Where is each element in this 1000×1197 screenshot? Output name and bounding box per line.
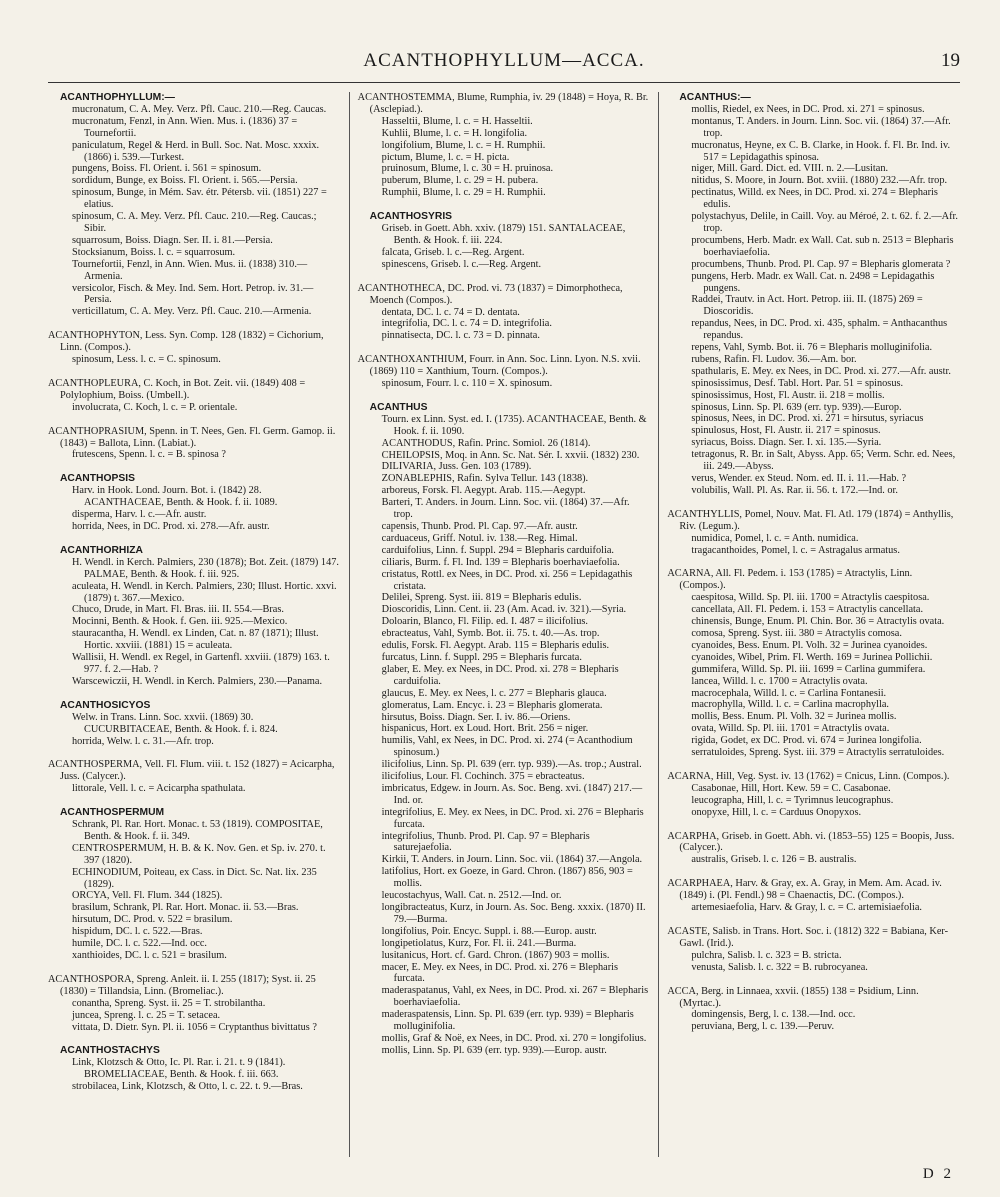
entry-line: tragacanthoides, Pomel, l. c. = Astragalus armatus. (691, 544, 900, 556)
entry-line: spinescens, Griseb. l. c.—Reg. Argent. (381, 258, 542, 270)
column-middle (349, 92, 659, 1157)
entry-line: repandus, Nees, in DC. Prod. xi. 435, sphalm. = Anthacanthus repandus. (691, 318, 948, 342)
entry-line: versicolor, Fisch. & Mey. Ind. Sem. Hort. Petrop. iv. 31.—Persia. (72, 282, 314, 306)
entry-line: cyanoides, Bess. Enum. Pl. Volh. 32 = Jurinea cyanoides. (691, 639, 928, 651)
header-rule (48, 82, 960, 83)
entry-line: tetragonus, R. Br. in Salt, Abyss. App. 65; Verm. Schr. ed. Nees, iii. 249.—Abyss. (691, 449, 956, 473)
entry-line: syriacus, Boiss. Diagn. Ser. I. xi. 135.—Syria. (691, 437, 882, 449)
entry-line: capensis, Thunb. Prod. Pl. Cap. 97.—Afr. austr. (381, 521, 578, 532)
dictionary-entry (48, 426, 341, 462)
entry-line: pulchra, Salisb. l. c. 323 = B. stricta. (691, 949, 842, 961)
entry-line: Tournefortii, Fenzl, in Ann. Wien. Mus. ii. (1838) 310.—Armenia. (72, 258, 308, 282)
entry-line: Stocksianum, Boiss. l. c. = squarrosum. (72, 246, 236, 258)
entry-lead-line: ACANTHOSTEMMA, Blume, Rumphia, iv. 29 (1848) = Hoya, R. Br. (Asclepiad.). (357, 92, 649, 115)
entry-line: volubilis, Wall. Pl. As. Rar. ii. 56. t. 172.—Ind. or. (691, 484, 898, 496)
entry-line: pictum, Blume, l. c. = H. picta. (381, 151, 510, 163)
entry-line: ebracteatus, Vahl, Symb. Bot. ii. 75. t. 40.—As. trop. (381, 628, 600, 640)
entry-line: repens, Vahl, Symb. Bot. ii. 76 = Blepharis molluginifolia. (691, 342, 933, 354)
entry-line: verus, Wender. ex Steud. Nom. ed. II. i. 11.—Hab. ? (691, 473, 907, 484)
entry-line: maderaspatensis, Linn. Sp. Pl. 639 (err. typ. 939) = Blepharis molluginifolia. (381, 1009, 634, 1033)
entry-line: cancellata, All. Fl. Pedem. i. 153 = Atractylis cancellata. (691, 604, 924, 616)
entry-line: onopyxe, Hill, l. c. = Carduus Onopyxos. (691, 806, 862, 818)
entry-line: ovata, Willd. Sp. Pl. iii. 1701 = Atractylis ovata. (691, 723, 890, 735)
entry-line: pinnatisecta, DC. l. c. 73 = D. pinnata. (381, 330, 540, 342)
entry-line: pungens, Herb. Madr. ex Wall. Cat. n. 2498 = Lepidagathis pungens. (691, 270, 935, 294)
entry-line: spathularis, E. Mey. ex Nees, in DC. Prod. xi. 277.—Afr. austr. (691, 365, 951, 377)
entry-line: mucronatum, Fenzl, in Ann. Wien. Mus. i. (1836) 37 = Tournefortii. (72, 115, 298, 139)
entry-line: Link, Klotzsch & Otto, Ic. Pl. Rar. i. 21. t. 9 (1841). BROMELIACEAE, Benth. & Hook. f. iii. 663. (72, 1057, 286, 1081)
entry-line: Casabonae, Hill, Hort. Kew. 59 = C. Casabonae. (691, 782, 891, 794)
entry-line: juncea, Spreng. l. c. 25 = T. setacea. (72, 1009, 221, 1021)
entry-line: vittata, D. Dietr. Syn. Pl. ii. 1056 = Cryptanthus bivittatus ? (72, 1021, 317, 1033)
entry-line: dentata, DC. l. c. 74 = D. dentata. (381, 306, 520, 318)
dictionary-entry (48, 974, 341, 1034)
entry-lead-line: ACANTHOPRASIUM, Spenn. in T. Nees, Gen. Fl. Germ. Gamop. ii. (1843) = Ballota, Linn. (Labiat.). (48, 425, 336, 449)
entry-line: longipetiolatus, Kurz, For. Fl. ii. 241.—Burma. (381, 937, 577, 949)
genus-heading: ACANTHOSYRIS (369, 211, 453, 223)
entry-line: Wallisii, H. Wendl. ex Regel, in Gartenfl. xxviii. (1879) 163. t. 977. f. 2.—Hab. ? (72, 652, 330, 675)
entry-line: Mocinni, Benth. & Hook. f. Gen. iii. 925.—Mexico. (72, 616, 288, 628)
entry-line: integrifolius, E. Mey. ex Nees, in DC. Prod. xi. 276 = Blepharis furcata. (381, 806, 644, 830)
dictionary-entry (48, 1045, 341, 1093)
dictionary-entry (358, 354, 651, 390)
entry-lead-line: ACARPHA, Griseb. in Goett. Abh. vi. (1853–55) 125 = Boopis, Juss. (Calycer.). (667, 830, 955, 854)
entry-line: Griseb. in Goett. Abh. xxiv. (1879) 151. SANTALACEAE, Benth. & Hook. f. iii. 224. (381, 223, 626, 246)
entry-line: integrifolius, Thunb. Prod. Pl. Cap. 97 = Blepharis saturejaefolia. (381, 830, 590, 854)
dictionary-entry (358, 92, 651, 199)
entry-line: stauracantha, H. Wendl. ex Linden, Cat. n. 87 (1871); Illust. Hortic. xxviii. (1881) 15 = aculeata. (72, 628, 319, 652)
entry-lead-line: ACANTHOSPORA, Spreng. Anleit. ii. I. 255 (1817); Syst. ii. 25 (1830) = Tillandsia, Linn. (Bromeliac.). (48, 973, 316, 997)
entry-line: carduifolius, Linn. f. Suppl. 294 = Blepharis carduifolia. (381, 544, 614, 556)
dictionary-entry (358, 211, 651, 271)
entry-line: spinulosus, Host, Fl. Austr. ii. 217 = spinosus. (691, 425, 881, 437)
entry-line: domingensis, Berg, l. c. 138.—Ind. occ. (691, 1009, 856, 1021)
entry-line: polystachyus, Delile, in Caill. Voy. au Méroé, 2. t. 62. f. 2.—Afr. trop. (691, 211, 958, 234)
entry-lead-line: ACANTHYLLIS, Pomel, Nouv. Mat. Fl. Atl. 179 (1874) = Anthyllis, Riv. (Legum.). (667, 508, 954, 532)
entry-line: CHEILOPSIS, Moq. in Ann. Sc. Nat. Sér. I. xxvii. (1832) 230. (381, 449, 640, 461)
entry-line: mollis, Bess. Enum. Pl. Volh. 32 = Jurinea mollis. (691, 711, 897, 723)
entry-line: spinosum, Fourr. l. c. 110 = X. spinosum. (381, 378, 553, 390)
entry-line: glaber, E. Mey. ex Nees, in DC. Prod. xi. 278 = Blepharis carduifolia. (381, 663, 619, 687)
entry-line: Doloarin, Blanco, Fl. Filip. ed. I. 487 = ilicifolius. (381, 616, 588, 628)
entry-line: spinosissimus, Desf. Tabl. Hort. Par. 51 = spinosus. (691, 377, 904, 389)
entry-line: latifolius, Hort. ex Goeze, in Gard. Chron. (1867) 856, 903 = mollis. (381, 866, 633, 890)
dictionary-entry (358, 283, 651, 343)
genus-heading: ACANTHOPSIS (60, 473, 135, 485)
entry-line: pectinatus, Willd. ex Nees, in DC. Prod. xi. 274 = Blepharis edulis. (691, 187, 938, 211)
entry-line: longifolius, Poir. Encyc. Suppl. i. 88.—Europ. austr. (381, 925, 597, 937)
entry-line: longifolium, Blume, l. c. = H. Rumphii. (381, 139, 546, 151)
dictionary-entry (48, 330, 341, 366)
entry-line: rigida, Godet, ex DC. Prod. vi. 674 = Jurinea longifolia. (691, 735, 922, 747)
entry-line: littorale, Vell. l. c. = Acicarpha spathulata. (72, 783, 246, 795)
dictionary-entry (667, 771, 960, 819)
entry-line: arboreus, Forsk. Fl. Aegypt. Arab. 115.—Aegypt. (381, 485, 586, 497)
dictionary-entry (667, 831, 960, 867)
entry-line: CENTROSPERMUM, H. B. & K. Nov. Gen. et Sp. iv. 270. t. 397 (1820). (72, 842, 326, 866)
dictionary-entry (48, 700, 341, 748)
entry-line: Dioscoridis, Linn. Cent. ii. 23 (Am. Acad. iv. 321).—Syria. (381, 604, 627, 616)
entry-line: falcata, Griseb. l. c.—Reg. Argent. (381, 246, 525, 258)
entry-line: ZONABLEPHIS, Rafin. Sylva Tellur. 143 (1838). (381, 473, 589, 485)
entry-line: australis, Griseb. l. c. 126 = B. australis. (691, 854, 857, 866)
dictionary-entry (48, 92, 341, 318)
entry-line: mollis, Linn. Sp. Pl. 639 (err. typ. 939).—Europ. austr. (381, 1044, 607, 1056)
entry-line: nitidus, S. Moore, in Journ. Bot. xviii. (1880) 232.—Afr. trop. (691, 175, 948, 187)
entry-line: lancea, Willd. l. c. 1700 = Atractylis ovata. (691, 675, 868, 687)
genus-heading: ACANTHUS (369, 401, 428, 413)
column-right (658, 92, 960, 1157)
entry-line: mollis, Riedel, ex Nees, in DC. Prod. xi. 271 = spinosus. (691, 103, 925, 115)
entry-line: niger, Mill. Gard. Dict. ed. VIII. n. 2.—Lusitan. (691, 163, 889, 175)
entry-lead-line: ACASTE, Salisb. in Trans. Hort. Soc. i. (1812) 322 = Babiana, Ker-Gawl. (Irid.). (667, 926, 949, 949)
dictionary-entry (48, 807, 341, 962)
entry-line: macrocephala, Willd. l. c. = Carlina Fontanesii. (691, 687, 887, 699)
entry-line: involucrata, C. Koch, l. c. = P. orientale. (72, 401, 238, 413)
dictionary-entry (48, 378, 341, 414)
entry-lead-line: ACANTHOXANTHIUM, Fourr. in Ann. Soc. Linn. Lyon. N.S. xvii. (1869) 110 = Xanthium, Tourn. (Compos.). (357, 354, 641, 378)
entry-line: ilicifolius, Lour. Fl. Cochinch. 375 = ebracteatus. (381, 771, 585, 783)
entry-line: DILIVARIA, Juss. Gen. 103 (1789). (381, 461, 532, 473)
entry-lead-line: ACCA, Berg. in Linnaea, xxvii. (1855) 138 = Psidium, Linn. (Myrtac.). (667, 985, 919, 1009)
entry-line: comosa, Spreng. Syst. iii. 380 = Atractylis comosa. (691, 627, 902, 639)
entry-line: hispidum, DC. l. c. 522.—Bras. (72, 926, 203, 938)
entry-lead-line: ACANTHOSPERMA, Vell. Fl. Flum. viii. t. 152 (1827) = Acicarpha, Juss. (Calycer.). (48, 759, 335, 783)
entry-line: horrida, Nees, in DC. Prod. xi. 278.—Afr. austr. (72, 521, 270, 532)
page-number: 19 (941, 50, 960, 71)
entry-line: pungens, Boiss. Fl. Orient. i. 561 = spinosum. (72, 163, 262, 175)
entry-line: montanus, T. Anders. in Journ. Linn. Soc. vii. (1864) 37.—Afr. trop. (691, 115, 951, 139)
entry-lead-line: ACARNA, All. Fl. Pedem. i. 153 (1785) = Atractylis, Linn. (Compos.). (667, 568, 913, 592)
entry-line: aculeata, H. Wendl. in Kerch. Palmiers, 230; Illust. Hortic. xxvi. (1879) t. 367.—Mexico. (72, 580, 337, 604)
entry-line: sordidum, Bunge, ex Boiss. Fl. Orient. i. 565.—Persia. (72, 175, 298, 187)
genus-heading: ACANTHOPHYLLUM:— (60, 92, 175, 103)
entry-line: hirsutum, DC. Prod. v. 522 = brasilum. (72, 914, 233, 926)
entry-line: cyanoides, Wibel, Prim. Fl. Werth. 169 = Jurinea Pollichii. (691, 651, 933, 663)
genus-heading: ACANTHORHIZA (60, 544, 143, 556)
entry-line: Kuhlii, Blume, l. c. = H. longifolia. (381, 127, 528, 139)
entry-line: integrifolia, DC. l. c. 74 = D. integrifolia. (381, 318, 552, 330)
entry-lead-line: ACANTHOPHYTON, Less. Syn. Comp. 128 (1832) = Cichorium, Linn. (Compos.). (48, 330, 324, 354)
entry-line: procumbens, Thunb. Prod. Pl. Cap. 97 = Blepharis glomerata ? (691, 258, 951, 270)
entry-line: squarrosum, Boiss. Diagn. Ser. II. i. 81.—Persia. (72, 234, 273, 246)
entry-lead-line: ACANTHOTHECA, DC. Prod. vi. 73 (1837) = Dimorphotheca, Moench (Compos.). (357, 282, 623, 306)
entry-line: Harv. in Hook. Lond. Journ. Bot. i. (1842) 28. ACANTHACEAE, Benth. & Hook. f. ii. 1089. (72, 485, 278, 509)
entry-line: leucographa, Hill, l. c. = Tyrimnus leucographus. (691, 794, 894, 806)
entry-line: spinosus, Linn. Sp. Pl. 639 (err. typ. 939).—Europ. (691, 401, 902, 413)
entry-line: ciliaris, Burm. f. Fl. Ind. 139 = Blepharis boerhaviaefolia. (381, 556, 620, 568)
genus-heading: ACANTHOSICYOS (60, 699, 151, 711)
dictionary-entry (667, 568, 960, 759)
entry-line: verticillatum, C. A. Mey. Verz. Pfl. Cauc. 210.—Armenia. (72, 306, 312, 318)
entry-line: edulis, Forsk. Fl. Aegypt. Arab. 115 = Blepharis edulis. (381, 640, 610, 652)
entry-line: leucostachyus, Wall. Cat. n. 2512.—Ind. or. (381, 890, 562, 902)
entry-line: artemesiaefolia, Harv. & Gray, l. c. = C. artemisiaefolia. (691, 902, 922, 914)
text-columns (48, 92, 960, 1157)
entry-line: caespitosa, Willd. Sp. Pl. iii. 1700 = Atractylis caespitosa. (691, 592, 930, 604)
genus-heading: ACANTHOSPERMUM (60, 807, 165, 819)
signature-mark: D 2 (922, 1166, 954, 1182)
entry-line: ORCYA, Vell. Fl. Flum. 344 (1825). (72, 890, 223, 902)
entry-line: maderaspatanus, Vahl, ex Nees, in DC. Prod. xi. 267 = Blepharis boerhaviaefolia. (381, 985, 649, 1009)
entry-line: humilis, Vahl, ex Nees, in DC. Prod. xi. 274 (= Acanthodium spinosum.) (381, 735, 633, 759)
entry-line: puberum, Blume, l. c. 29 = H. pubera. (381, 175, 539, 187)
entry-line: humile, DC. l. c. 522.—Ind. occ. (72, 938, 207, 950)
genus-heading: ACANTHUS:— (679, 92, 751, 103)
entry-line: Kirkii, T. Anders. in Journ. Linn. Soc. vii. (1864) 37.—Angola. (381, 854, 643, 866)
entry-line: xanthioides, DC. l. c. 521 = brasilum. (72, 950, 227, 961)
entry-line: ilicifolius, Linn. Sp. Pl. 639 (err. typ. 939).—As. trop.; Austral. (381, 759, 642, 771)
entry-line: Chuco, Drude, in Mart. Fl. Bras. iii. II. 554.—Bras. (72, 604, 284, 616)
entry-line: Delilei, Spreng. Syst. iii. 819 = Blepharis edulis. (381, 592, 582, 604)
entry-line: ACANTHODUS, Rafin. Princ. Somiol. 26 (1814). (381, 437, 591, 449)
entry-line: conantha, Spreng. Syst. ii. 25 = T. strobilantha. (72, 997, 266, 1009)
entry-line: cristatus, Rottl. ex Nees, in DC. Prod. xi. 256 = Lepidagathis cristata. (381, 568, 633, 592)
dictionary-entry (48, 545, 341, 688)
entry-line: frutescens, Spenn. l. c. = B. spinosa ? (72, 449, 226, 461)
entry-line: Tourn. ex Linn. Syst. ed. I. (1735). ACANTHACEAE, Benth. & Hook. f. ii. 1090. (381, 413, 647, 437)
entry-line: rubens, Rafin. Fl. Ludov. 36.—Am. bor. (691, 353, 857, 365)
dictionary-entry (48, 759, 341, 795)
entry-line: mucronatus, Heyne, ex C. B. Clarke, in Hook. f. Fl. Br. Ind. iv. 517 = Lepidagathis spinosa. (691, 139, 951, 163)
entry-line: Hasseltii, Blume, l. c. = H. Hasseltii. (381, 115, 533, 127)
entry-line: procumbens, Herb. Madr. ex Wall. Cat. sub n. 2513 = Blepharis boerhaviaefolia. (691, 234, 954, 258)
entry-line: horrida, Welw. l. c. 31.—Afr. trop. (72, 735, 214, 747)
entry-line: mollis, Graf & Noë, ex Nees, in DC. Prod. xi. 270 = longifolius. (381, 1032, 647, 1044)
entry-line: glomeratus, Lam. Encyc. i. 23 = Blepharis glomerata. (381, 699, 603, 711)
entry-line: Warscewiczii, H. Wendl. in Kerch. Palmiers, 230.—Panama. (72, 675, 323, 687)
entry-line: H. Wendl. in Kerch. Palmiers, 230 (1878); Bot. Zeit. (1879) 147. PALMAE, Benth. & Hook. f. iii. 925. (72, 556, 339, 580)
entry-line: spinosissimus, Host, Fl. Austr. ii. 218 = mollis. (691, 389, 885, 401)
entry-line: Barteri, T. Anders. in Journ. Linn. Soc. vii. (1864) 37.—Afr. trop. (381, 497, 630, 521)
entry-line: macer, E. Mey. ex Nees, in DC. Prod. xi. 276 = Blepharis furcata. (381, 961, 619, 985)
entry-line: Rumphii, Blume, l. c. 29 = H. Rumphii. (381, 187, 546, 199)
dictionary-entry (358, 402, 651, 1057)
entry-line: hispanicus, Hort. ex Loud. Hort. Brit. 256 = niger. (381, 723, 589, 735)
dictionary-entry (667, 878, 960, 914)
entry-lead-line: ACANTHOPLEURA, C. Koch, in Bot. Zeit. vii. (1849) 408 = Polylophium, Boiss. (Umbell.). (48, 377, 306, 401)
entry-line: spinosum, Less. l. c. = C. spinosum. (72, 354, 221, 366)
entry-line: numidica, Pomel, l. c. = Anth. numidica. (691, 532, 859, 544)
entry-line: paniculatum, Regel & Herd. in Bull. Soc. Nat. Mosc. xxxix. (1866) i. 539.—Turkest. (72, 139, 320, 163)
dictionary-entry (48, 473, 341, 533)
entry-line: venusta, Salisb. l. c. 322 = B. rubrocyanea. (691, 961, 868, 973)
dictionary-entry (667, 509, 960, 557)
entry-line: mucronatum, C. A. Mey. Verz. Pfl. Cauc. 210.—Reg. Caucas. (72, 103, 327, 115)
dictionary-entry (667, 986, 960, 1034)
genus-heading: ACANTHOSTACHYS (60, 1045, 160, 1057)
entry-line: imbricatus, Edgew. in Journ. As. Soc. Beng. xvi. (1847) 217.—Ind. or. (381, 782, 643, 806)
entry-line: Welw. in Trans. Linn. Soc. xxvii. (1869) 30. CUCURBITACEAE, Benth. & Hook. f. i. 824. (72, 711, 278, 735)
entry-line: glaucus, E. Mey. ex Nees, l. c. 277 = Blepharis glauca. (381, 687, 607, 699)
entry-line: longibracteatus, Kurz, in Journ. As. Soc. Beng. xxxix. (1870) II. 79.—Burma. (381, 902, 646, 925)
entry-lead-line: ACARNA, Hill, Veg. Syst. iv. 13 (1762) = Cnicus, Linn. (Compos.). (667, 770, 950, 782)
entry-line: peruviana, Berg, l. c. 139.—Peruv. (691, 1021, 835, 1033)
entry-line: spinosum, Bunge, in Mém. Sav. étr. Pétersb. vii. (1851) 227 = elatius. (72, 187, 327, 211)
entry-line: spinosum, C. A. Mey. Verz. Pfl. Cauc. 210.—Reg. Caucas.; Sibir. (72, 211, 317, 234)
entry-line: spinosus, Nees, in DC. Prod. xi. 271 = hirsutus, syriacus (691, 413, 924, 425)
entry-line: carduaceus, Griff. Notul. iv. 138.—Reg. Himal. (381, 532, 578, 544)
entry-line: hirsutus, Boiss. Diagn. Ser. I. iv. 86.—Oriens. (381, 711, 571, 723)
entry-line: lusitanicus, Hort. cf. Gard. Chron. (1867) 903 = mollis. (381, 949, 610, 961)
entry-line: macrophylla, Willd. l. c. = Carlina macrophylla. (691, 699, 889, 711)
entry-line: gummifera, Willd. Sp. Pl. iii. 1699 = Carlina gummifera. (691, 663, 926, 675)
entry-line: strobilacea, Link, Klotzsch, & Otto, l. c. 22. t. 9.—Bras. (72, 1081, 303, 1093)
entry-line: furcatus, Linn. f. Suppl. 295 = Blepharis furcata. (381, 651, 582, 663)
entry-line: serratuloides, Spreng. Syst. iii. 379 = Atractylis serratuloides. (691, 747, 945, 759)
entry-line: brasilum, Schrank, Pl. Rar. Hort. Monac. ii. 53.—Bras. (72, 902, 299, 914)
entry-line: Schrank, Pl. Rar. Hort. Monac. t. 53 (1819). COMPOSITAE, Benth. & Hook. f. ii. 349. (72, 819, 323, 842)
entry-line: ECHINODIUM, Poiteau, ex Cass. in Dict. Sc. Nat. lix. 235 (1829). (72, 866, 317, 890)
dictionary-entry (667, 926, 960, 974)
entry-line: pruinosum, Blume, l. c. 30 = H. pruinosa. (381, 163, 554, 175)
entry-line: disperma, Harv. l. c.—Afr. austr. (72, 509, 207, 521)
entry-line: chinensis, Bunge, Enum. Pl. Chin. Bor. 36 = Atractylis ovata. (691, 616, 945, 628)
column-left (48, 92, 349, 1157)
dictionary-entry (667, 92, 960, 497)
entry-lead-line: ACARPHAEA, Harv. & Gray, ex. A. Gray, in Mem. Am. Acad. iv. (1849) i. (Pl. Fendl.) 98 = Chaenactis, DC. (Compos.). (667, 878, 942, 902)
entry-line: Raddei, Trautv. in Act. Hort. Petrop. iii. II. (1875) 269 = Dioscoridis. (691, 294, 923, 318)
page-header (48, 50, 960, 76)
running-title: ACANTHOPHYLLUM—ACCA. (363, 50, 645, 71)
